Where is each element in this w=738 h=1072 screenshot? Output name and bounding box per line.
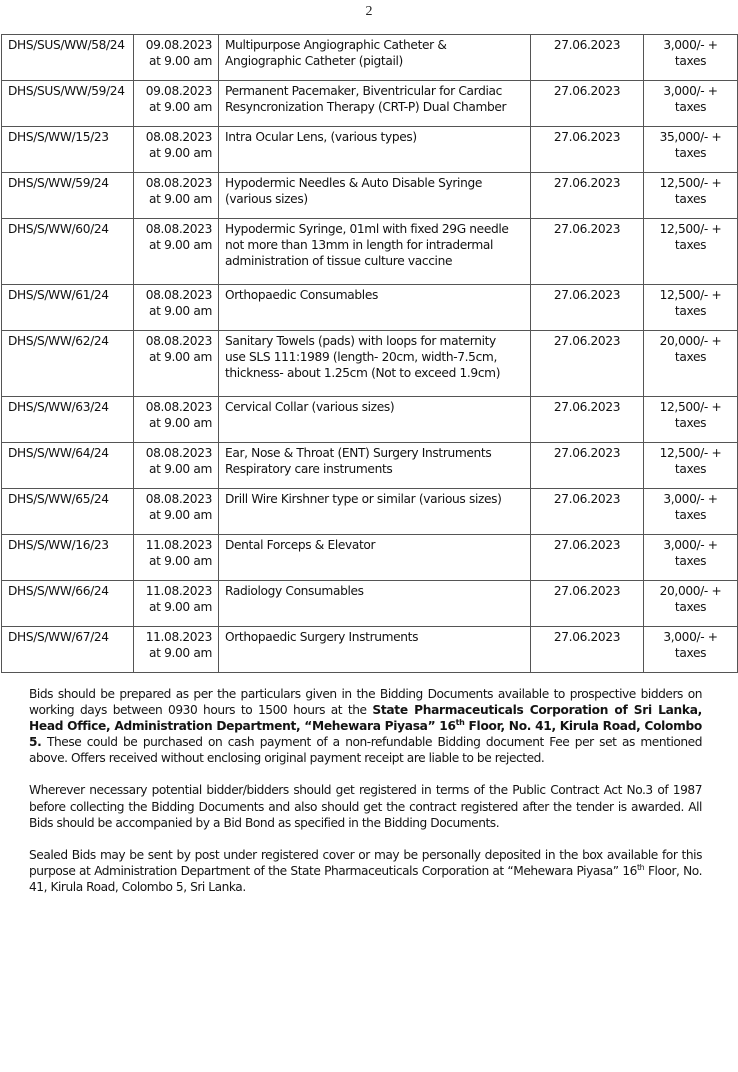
closing-date: 08.08.2023 [145,446,212,460]
issue-date: 27.06.2023 [531,581,644,627]
issue-date: 27.06.2023 [531,35,644,81]
bid-fee [644,489,738,535]
paragraph-text: These could be purchased on cash payment of a non-refundable Bidding document Fee per set as mentioned above. Offers received without enclosing original payment receipt are liable to be rejected. [29,735,702,766]
fee-note: taxes [674,508,707,522]
closing-time: at 9.00 am [149,350,212,364]
page-number: 2 [365,4,373,19]
issue-date: 27.06.2023 [531,397,644,443]
closing-date: 08.08.2023 [145,130,212,144]
description-line: Hypodermic Needles & Auto Disable Syringe [225,176,482,190]
description-line: Ear, Nose & Throat (ENT) Surgery Instruments [225,446,492,460]
paragraph-registration: Wherever necessary potential bidder/bidders should get registered in terms of the Public Contract Act No.3 of 1987 before collecting the Bidding Documents and also should get the contract registered after the tender is awarded. All Bids should be accompanied by a Bid Bond as specified in the Bidding Documents. [29,783,702,830]
address-bold: State Pharmaceuticals Corporation of Sri Lanka, Head Office, Administration Department, “Mehewara Piyasa” 16th Floor, No. 41, Kirula Road, Colombo 5. [29,703,702,750]
issue-date: 27.06.2023 [531,627,644,673]
closing-datetime [134,397,219,443]
closing-date: 08.08.2023 [145,176,212,190]
tender-reference: DHS/S/WW/65/24 [2,489,134,535]
table-row [2,127,738,173]
fee-note: taxes [674,100,707,114]
item-description [219,489,531,535]
paragraph-text: Floor, No. 41, Kirula Road, Colombo 5, Sri Lanka. [29,863,702,894]
fee-amount: 12,500/- + [659,176,722,190]
description-line: thickness- about 1.25cm (Not to exceed 1.9cm) [225,366,501,380]
tender-reference: DHS/SUS/WW/59/24 [2,81,134,127]
description-line: Multipurpose Angiographic Catheter & [225,38,447,52]
bid-fee [644,581,738,627]
tender-reference: DHS/S/WW/62/24 [2,331,134,397]
tender-reference: DHS/S/WW/66/24 [2,581,134,627]
table-row [2,331,738,397]
closing-time: at 9.00 am [149,192,212,206]
description-line: Sanitary Towels (pads) with loops for maternity [225,334,496,348]
closing-time: at 9.00 am [149,416,212,430]
table-row [2,285,738,331]
fee-note: taxes [674,238,707,252]
table-row [2,627,738,673]
item-description [219,35,531,81]
fee-amount: 12,500/- + [659,288,722,302]
closing-date: 08.08.2023 [145,492,212,506]
tender-reference: DHS/S/WW/59/24 [2,173,134,219]
issue-date: 27.06.2023 [531,331,644,397]
closing-datetime [134,627,219,673]
table-row [2,489,738,535]
bid-fee [644,443,738,489]
fee-note: taxes [674,350,707,364]
description-line: Drill Wire Kirshner type or similar (various sizes) [225,492,502,506]
issue-date: 27.06.2023 [531,127,644,173]
closing-datetime [134,81,219,127]
closing-date: 09.08.2023 [145,84,212,98]
paragraph-text: Bids should be prepared as per the particulars given in the Bidding Documents available to prospective bidders on working days between 0930 hours to 1500 hours at the [29,687,702,718]
closing-date: 08.08.2023 [145,400,212,414]
issue-date: 27.06.2023 [531,489,644,535]
closing-date: 11.08.2023 [145,538,212,552]
item-description [219,285,531,331]
bid-fee [644,627,738,673]
closing-date: 11.08.2023 [145,584,212,598]
fee-note: taxes [674,192,707,206]
superscript: th [636,862,645,872]
closing-time: at 9.00 am [149,304,212,318]
item-description [219,443,531,489]
bid-fee [644,173,738,219]
paragraph-submission [29,847,702,895]
closing-date: 08.08.2023 [145,222,212,236]
description-line: Angiographic Catheter (pigtail) [225,54,403,68]
description-line: Cervical Collar (various sizes) [225,400,395,414]
fee-amount: 3,000/- + [663,38,718,52]
closing-date: 08.08.2023 [145,288,212,302]
instructions-section [29,686,702,911]
fee-amount: 12,500/- + [659,400,722,414]
closing-datetime [134,219,219,285]
item-description [219,627,531,673]
bid-fee [644,285,738,331]
closing-datetime [134,535,219,581]
issue-date: 27.06.2023 [531,219,644,285]
closing-time: at 9.00 am [149,554,212,568]
description-line: Radiology Consumables [225,584,364,598]
fee-amount: 12,500/- + [659,222,722,236]
table-row [2,81,738,127]
tender-reference: DHS/S/WW/61/24 [2,285,134,331]
tender-reference: DHS/S/WW/67/24 [2,627,134,673]
item-description [219,81,531,127]
tender-reference: DHS/S/WW/16/23 [2,535,134,581]
paragraph-text: Sealed Bids may be sent by post under registered cover or may be personally deposited in the box available for this purpose at Administration Department of the State Pharmaceuticals Corporation at “Mehewara Piyasa” 16 [29,847,702,878]
fee-amount: 3,000/- + [663,630,718,644]
closing-date: 08.08.2023 [145,334,212,348]
fee-amount: 20,000/- + [659,584,722,598]
description-line: Dental Forceps & Elevator [225,538,376,552]
closing-datetime [134,331,219,397]
bid-fee [644,535,738,581]
tender-reference: DHS/S/WW/60/24 [2,219,134,285]
issue-date: 27.06.2023 [531,81,644,127]
fee-amount: 35,000/- + [659,130,722,144]
tender-reference: DHS/S/WW/63/24 [2,397,134,443]
table-row [2,535,738,581]
fee-note: taxes [674,600,707,614]
closing-time: at 9.00 am [149,646,212,660]
description-line: Resyncronization Therapy (CRT-P) Dual Chamber [225,100,507,114]
table-row [2,173,738,219]
fee-note: taxes [674,416,707,430]
tender-reference: DHS/S/WW/64/24 [2,443,134,489]
closing-time: at 9.00 am [149,600,212,614]
table-row [2,581,738,627]
item-description [219,127,531,173]
item-description [219,581,531,627]
closing-time: at 9.00 am [149,146,212,160]
closing-datetime [134,127,219,173]
table-row [2,35,738,81]
tender-table-body [2,35,738,673]
issue-date: 27.06.2023 [531,535,644,581]
paragraph-bid-preparation [29,686,702,766]
closing-date: 11.08.2023 [145,630,212,644]
bid-fee [644,35,738,81]
closing-time: at 9.00 am [149,462,212,476]
description-line: not more than 13mm in length for intradermal [225,238,494,252]
table-row [2,397,738,443]
table-row [2,443,738,489]
table-row [2,219,738,285]
item-description [219,173,531,219]
fee-amount: 3,000/- + [663,538,718,552]
fee-amount: 12,500/- + [659,446,722,460]
closing-datetime [134,35,219,81]
tender-reference: DHS/SUS/WW/58/24 [2,35,134,81]
description-line: administration of tissue culture vaccine [225,254,453,268]
superscript: th [455,718,465,728]
bid-fee [644,331,738,397]
fee-note: taxes [674,646,707,660]
issue-date: 27.06.2023 [531,443,644,489]
closing-date: 09.08.2023 [145,38,212,52]
item-description [219,219,531,285]
fee-amount: 3,000/- + [663,84,718,98]
bid-fee [644,397,738,443]
closing-time: at 9.00 am [149,508,212,522]
issue-date: 27.06.2023 [531,285,644,331]
fee-note: taxes [674,54,707,68]
description-line: Hypodermic Syringe, 01ml with fixed 29G needle [225,222,509,236]
closing-time: at 9.00 am [149,238,212,252]
fee-note: taxes [674,554,707,568]
fee-note: taxes [674,304,707,318]
closing-time: at 9.00 am [149,100,212,114]
closing-datetime [134,285,219,331]
description-line: Orthopaedic Consumables [225,288,378,302]
fee-amount: 3,000/- + [663,492,718,506]
issue-date: 27.06.2023 [531,173,644,219]
fee-note: taxes [674,146,707,160]
item-description [219,535,531,581]
tender-table [1,34,738,673]
closing-datetime [134,489,219,535]
fee-amount: 20,000/- + [659,334,722,348]
closing-time: at 9.00 am [149,54,212,68]
bid-fee [644,219,738,285]
description-line: Respiratory care instruments [225,462,393,476]
description-line: Intra Ocular Lens, (various types) [225,130,417,144]
tender-reference: DHS/S/WW/15/23 [2,127,134,173]
fee-note: taxes [674,462,707,476]
description-line: Orthopaedic Surgery Instruments [225,630,419,644]
closing-datetime [134,443,219,489]
bid-fee [644,127,738,173]
description-line: (various sizes) [225,192,308,206]
description-line: use SLS 111:1989 (length- 20cm, width-7.5cm, [225,350,497,364]
item-description [219,397,531,443]
item-description [219,331,531,397]
closing-datetime [134,581,219,627]
bid-fee [644,81,738,127]
description-line: Permanent Pacemaker, Biventricular for Cardiac [225,84,502,98]
closing-datetime [134,173,219,219]
